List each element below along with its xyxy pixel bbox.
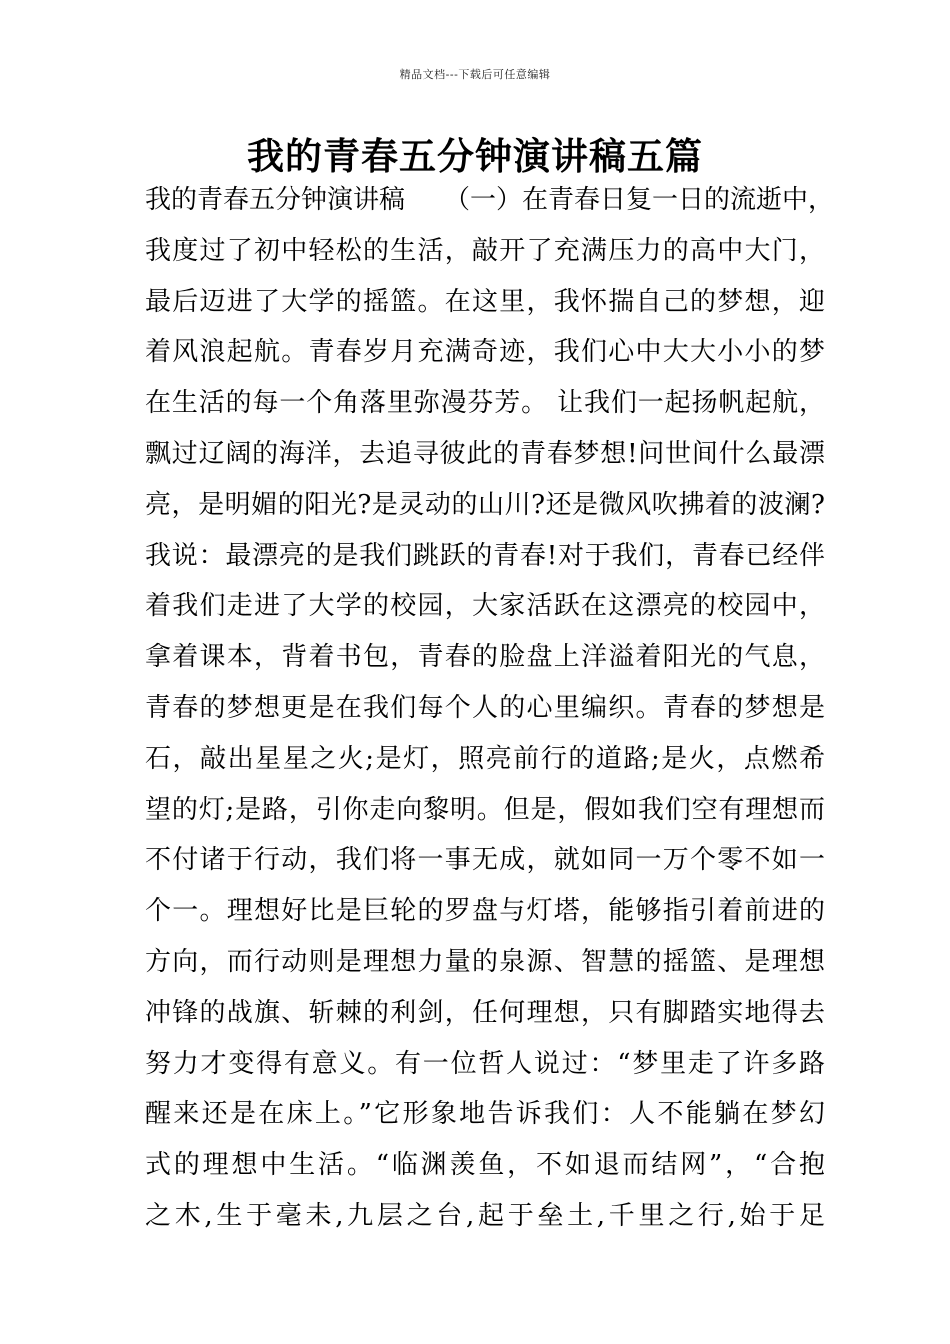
- body-line: 式的理想中生活。“临渊羡鱼，不如退而结网”，“合抱: [145, 1150, 825, 1181]
- body-line: 努力才变得有意义。有一位哲人说过：“梦里走了许多路: [145, 1048, 825, 1079]
- body-line: 我的青春五分钟演讲稿 （一）在青春日复一日的流逝中，: [145, 185, 835, 215]
- body-line: 之木,生于毫未,九层之台,起于垒土,千里之行,始于足: [145, 1200, 825, 1231]
- body-line: 我度过了初中轻松的生活，敲开了充满压力的高中大门，: [145, 235, 825, 266]
- body-line: 石，敲出星星之火;是灯，照亮前行的道路;是火，点燃希: [145, 743, 825, 774]
- body-line: 个一。理想好比是巨轮的罗盘与灯塔，能够指引着前进的: [145, 896, 825, 927]
- body-line: 飘过辽阔的海洋，去追寻彼此的青春梦想!问世间什么最漂: [145, 438, 825, 469]
- body-line: 方向，而行动则是理想力量的泉源、智慧的摇篮、是理想: [145, 946, 825, 977]
- body-line: 我说：最漂亮的是我们跳跃的青春!对于我们，青春已经伴: [145, 540, 825, 571]
- body-line: 着我们走进了大学的校园，大家活跃在这漂亮的校园中，: [145, 591, 825, 622]
- body-line: 在生活的每一个角落里弥漫芬芳。 让我们一起扬帆起航，: [145, 388, 825, 419]
- body-line: 冲锋的战旗、斩棘的利剑，任何理想，只有脚踏实地得去: [145, 997, 825, 1028]
- body-line: 望的灯;是路，引你走向黎明。但是，假如我们空有理想而: [145, 794, 825, 825]
- body-line: 青春的梦想更是在我们每个人的心里编织。青春的梦想是: [145, 692, 825, 723]
- body-line: 醒来还是在床上。”它形象地告诉我们：人不能躺在梦幻: [145, 1099, 825, 1130]
- body-line: 最后迈进了大学的摇篮。在这里，我怀揣自己的梦想，迎: [145, 286, 825, 317]
- header-note: 精品文档---下载后可任意编辑: [399, 68, 551, 81]
- body-text: [145, 175, 835, 1242]
- body-line: 不付诸于行动，我们将一事无成，就如同一万个零不如一: [145, 845, 825, 876]
- document-title: 我的青春五分钟演讲稿五篇: [247, 135, 703, 178]
- body-line: 着风浪起航。青春岁月充满奇迹，我们心中大大小小的梦: [145, 337, 825, 368]
- body-line: 亮，是明媚的阳光?是灵动的山川?还是微风吹拂着的波澜?: [145, 489, 825, 520]
- body-line: 拿着课本，背着书包，青春的脸盘上洋溢着阳光的气息，: [145, 642, 825, 673]
